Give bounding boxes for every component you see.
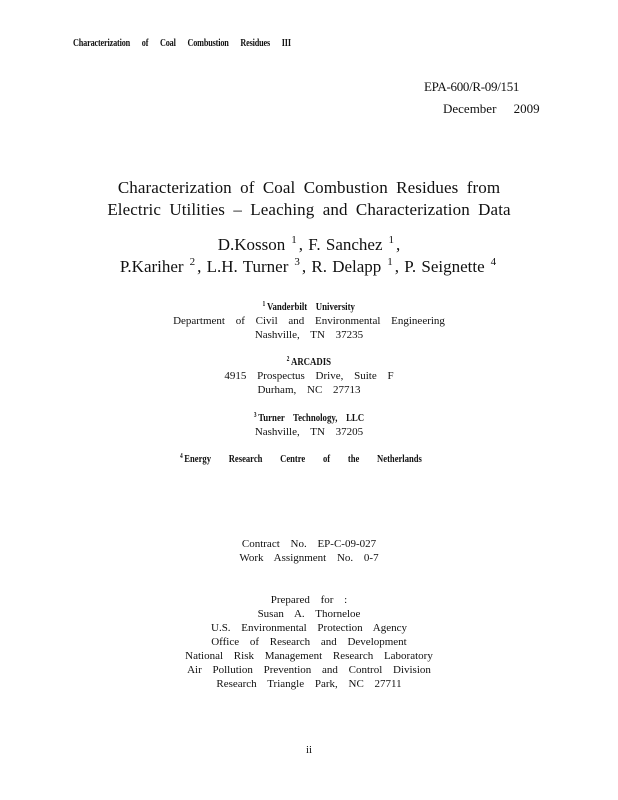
institution-name [263,297,355,314]
prepared-for-line: Research Triangle Park, NC 27711 [216,678,402,690]
author-affiliation-mark: 3 [294,256,300,268]
author-affiliation-mark: 2 [189,256,196,268]
author-name: L.H. Turner [206,257,289,276]
affiliation-address: Nashville, TN 37205 [254,426,364,438]
prepared-for-line: Office of Research and Development [211,636,407,648]
running-header: Characterization of Coal Combustion Residues III [73,38,291,49]
prepared-for-label: Prepared for : [270,594,348,606]
affiliation-address: Nashville, TN 37235 [254,329,364,341]
affiliation-3 [0,408,618,439]
affiliation-4 [180,452,422,465]
affiliation-address: Durham, NC 27713 [257,384,361,396]
prepared-for-line: National Risk Management Research Laboratory [185,650,433,662]
author-affiliation-mark: 1 [388,234,395,246]
prepared-for-line: Air Pollution Prevention and Control Division [187,664,431,676]
author-name: R. Delapp [311,257,382,276]
prepared-for-block [0,593,618,691]
report-date: December 2009 [443,101,540,116]
author-name: P. Seignette [404,257,485,276]
author-name: D.Kosson [217,235,286,254]
affiliation-number: 4 [180,452,183,460]
contract-number: Contract No. EP-C-09-027 [241,538,377,550]
institution-name [287,352,332,369]
page-number: ii [305,744,313,756]
contract-block [0,537,618,565]
author-affiliation-mark: 1 [291,234,297,246]
prepared-for-line: Susan A. Thorneloe [257,608,361,620]
report-number: EPA-600/R-09/151 [424,79,520,94]
authors-line-1: D.Kosson $^1$ , F. Sanchez $^1$ , [217,234,401,254]
affiliation-address: Department of Civil and Environmental Engineering [173,315,445,327]
institution-label: ARCADIS [291,356,332,368]
affiliation-1 [0,297,618,342]
author-name: P.Kariher [119,257,184,276]
affiliation-number: 2 [286,355,290,363]
affiliation-number: 1 [262,300,266,308]
institution-label: Energy Research Centre of the Netherlands [184,453,422,465]
title-line-1: Characterization of Coal Combustion Residues from [117,178,501,197]
affiliation-address: 4915 Prospectus Drive, Suite F [224,370,394,382]
title-line-2: Electric Utilities – Leaching and Characterization Data [107,200,511,219]
authors-line-2: P.Kariher $^2$ , L.H. Turner $^3$ , R. Delapp $^1$ , P. Seignette $^4$ [119,256,497,276]
institution-name [254,408,364,425]
author-affiliation-mark: 4 [490,256,497,268]
author-affiliation-mark: 1 [387,256,393,268]
affiliation-2 [0,352,618,397]
prepared-for-line: U.S. Environmental Protection Agency [211,622,407,634]
author-name: F. Sanchez [308,235,383,254]
work-assignment: Work Assignment No. 0-7 [239,552,379,564]
affiliation-number: 3 [253,411,257,419]
institution-label: Vanderbilt University [267,301,356,313]
institution-label: Turner Technology, LLC [258,412,365,424]
